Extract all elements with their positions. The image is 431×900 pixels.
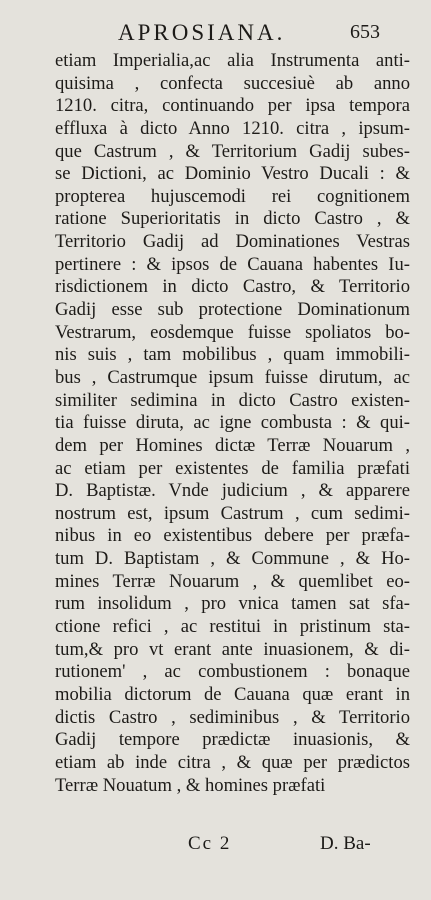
catchword: D. Ba- [320, 833, 371, 854]
signature-mark: Cc 2 [188, 833, 232, 854]
text-line: risdictionem in dicto Castro, & Territorio [55, 276, 410, 298]
text-line: quisima , confecta succesiuè ab anno [55, 72, 410, 94]
text-line: effluxa à dicto Anno 1210. citra , ipsum- [55, 117, 410, 139]
text-line: mines Terræ Nouarum , & quemlibet eo- [55, 570, 410, 592]
text-line: tia fuisse diruta, ac igne combusta : & qui- [55, 412, 410, 434]
text-line: Vestrarum, eosdemque fuisse spoliatos bo- [55, 321, 410, 343]
text-line: Gadij esse sub protectione Dominationum [55, 299, 410, 321]
text-line: ratione Superioritatis in dicto Castro , & [55, 208, 410, 230]
text-line: similiter sedimina in dicto Castro existen- [55, 389, 410, 411]
text-line: tum D. Baptistam , & Commune , & Ho- [55, 548, 410, 570]
text-line: se Dictioni, ac Dominio Vestro Ducali : & [55, 163, 410, 185]
text-line: pertinere : & ipsos de Cauana habentes Iu- [55, 253, 410, 275]
running-head: APROSIANA. [118, 20, 286, 45]
text-line: nis suis , tam mobilibus , quam immobili- [55, 344, 410, 366]
text-line: 1210. citra, continuando per ipsa tempora [55, 95, 410, 117]
text-line: Gadij tempore prædictæ inuasionis, & [55, 729, 410, 751]
text-line: propterea hujuscemodi rei cognitionem [55, 185, 410, 207]
text-line: bus , Castrumque ipsum fuisse dirutum, ac [55, 366, 410, 388]
text-line: rutionem' , ac combustionem : bonaque [55, 661, 410, 683]
page-number: 653 [350, 21, 380, 43]
text-line: etiam Imperialia,ac alia Instrumenta anti- [55, 50, 410, 71]
text-line: nibus in eo existentibus debere per præfa- [55, 525, 410, 547]
text-line: rum insolidum , pro vnica tamen sat sfa- [55, 593, 410, 615]
text-line: Territorio Gadij ad Dominationes Vestras [55, 231, 410, 253]
text-line: etiam ab inde citra , & quæ per prædictos [55, 751, 410, 773]
page-header [0, 20, 431, 48]
text-line: tum,& pro vt erant ante inuasionem, & di- [55, 638, 410, 660]
text-line: mobilia dictorum de Cauana quæ erant in [55, 683, 410, 705]
text-line: que Castrum , & Territorium Gadij subes- [55, 140, 410, 162]
text-line: ctione refici , ac restitui in pristinum sta- [55, 616, 410, 638]
text-line: Terræ Nouatum , & homines præfati [55, 774, 326, 796]
text-line: ac etiam per existentes de familia præfati [55, 457, 410, 479]
text-line: dictis Castro , sediminibus , & Territorio [55, 706, 410, 728]
text-line: nostrum est, ipsum Castrum , cum sedimi- [55, 502, 410, 524]
text-line: D. Baptistæ. Vnde judicium , & apparere [55, 480, 410, 502]
page-footer [0, 833, 431, 859]
body-text [55, 50, 410, 797]
text-line: dem per Homines dictæ Terræ Nouarum , [55, 434, 410, 456]
